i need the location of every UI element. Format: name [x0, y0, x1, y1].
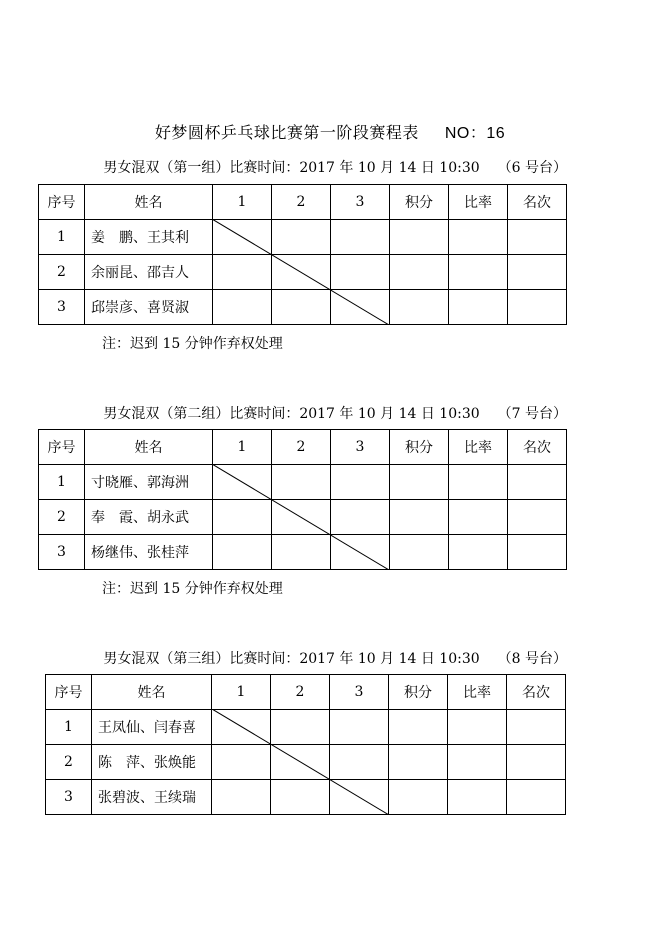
- score-cell: [272, 290, 331, 325]
- rank-cell: [507, 745, 566, 780]
- group-1-table-number: （6 号台）: [497, 160, 567, 176]
- page-title: [0, 120, 660, 143]
- group-2-time: 男女混双（第二组）比赛时间：2017 年 10 月 14 日 10:30: [103, 406, 480, 422]
- table-header-row: [39, 185, 567, 220]
- score-cell: [213, 465, 272, 500]
- score-cell: [330, 710, 389, 745]
- row-seq: 2: [39, 500, 85, 535]
- rank-cell: [508, 535, 567, 570]
- row-seq: 3: [39, 535, 85, 570]
- ratio-cell: [449, 500, 508, 535]
- points-cell: [389, 780, 448, 815]
- group-2-subtitle: [103, 403, 567, 423]
- header-seq: 序号: [46, 675, 92, 710]
- score-cell: [213, 255, 272, 290]
- points-cell: [389, 745, 448, 780]
- score-cell: [272, 220, 331, 255]
- rank-cell: [507, 710, 566, 745]
- points-cell: [390, 465, 449, 500]
- score-cell: [330, 780, 389, 815]
- header-match-1: 1: [212, 675, 271, 710]
- score-cell: [330, 745, 389, 780]
- header-match-3: 3: [330, 675, 389, 710]
- group-3-time: 男女混双（第三组）比赛时间：2017 年 10 月 14 日 10:30: [103, 651, 480, 667]
- points-cell: [390, 500, 449, 535]
- rank-cell: [508, 290, 567, 325]
- row-name: 王凤仙、闫春喜: [92, 710, 212, 745]
- score-cell: [331, 290, 390, 325]
- header-rank: 名次: [507, 675, 566, 710]
- points-cell: [390, 290, 449, 325]
- header-rank: 名次: [508, 430, 567, 465]
- ratio-cell: [449, 535, 508, 570]
- group-2-table-number: （7 号台）: [497, 406, 567, 422]
- score-cell: [272, 535, 331, 570]
- table-row: [39, 220, 567, 255]
- header-seq: 序号: [39, 185, 85, 220]
- row-seq: 2: [39, 255, 85, 290]
- ratio-cell: [448, 780, 507, 815]
- table-header-row: [46, 675, 566, 710]
- rank-cell: [508, 220, 567, 255]
- header-ratio: 比率: [448, 675, 507, 710]
- table-row: [46, 710, 566, 745]
- group-1-table: [38, 184, 567, 325]
- ratio-cell: [449, 255, 508, 290]
- table-row: [46, 780, 566, 815]
- header-match-2: 2: [272, 430, 331, 465]
- score-cell: [331, 500, 390, 535]
- group-3-table-number: （8 号台）: [497, 651, 567, 667]
- table-row: [39, 290, 567, 325]
- group-3-table: [45, 674, 566, 815]
- header-name: 姓名: [92, 675, 212, 710]
- table-row: [39, 255, 567, 290]
- score-cell: [213, 535, 272, 570]
- group-2-table: [38, 429, 567, 570]
- table-header-row: [39, 430, 567, 465]
- row-seq: 2: [46, 745, 92, 780]
- header-points: 积分: [390, 430, 449, 465]
- score-cell: [272, 255, 331, 290]
- score-cell: [331, 220, 390, 255]
- ratio-cell: [449, 290, 508, 325]
- row-seq: 3: [39, 290, 85, 325]
- ratio-cell: [449, 465, 508, 500]
- row-name: 张碧波、王续瑞: [92, 780, 212, 815]
- row-name: 奉 霞、胡永武: [85, 500, 213, 535]
- document-number: NO：16: [444, 125, 506, 142]
- row-seq: 1: [46, 710, 92, 745]
- header-ratio: 比率: [449, 430, 508, 465]
- header-ratio: 比率: [449, 185, 508, 220]
- points-cell: [389, 710, 448, 745]
- header-match-3: 3: [331, 185, 390, 220]
- group-3-subtitle: [103, 648, 567, 668]
- row-seq: 1: [39, 220, 85, 255]
- header-rank: 名次: [508, 185, 567, 220]
- score-cell: [272, 500, 331, 535]
- group-1-note: 注：迟到 15 分钟作弃权处理: [102, 336, 283, 352]
- table-row: [39, 465, 567, 500]
- group-2-note: 注：迟到 15 分钟作弃权处理: [102, 581, 283, 597]
- table-row: [39, 535, 567, 570]
- row-name: 陈 萍、张焕能: [92, 745, 212, 780]
- header-seq: 序号: [39, 430, 85, 465]
- header-match-3: 3: [331, 430, 390, 465]
- header-match-2: 2: [271, 675, 330, 710]
- score-cell: [213, 290, 272, 325]
- table-row: [46, 745, 566, 780]
- score-cell: [212, 710, 271, 745]
- table-row: [39, 500, 567, 535]
- points-cell: [390, 255, 449, 290]
- title-text: 好梦圆杯乒乓球比赛第一阶段赛程表: [154, 123, 419, 142]
- rank-cell: [507, 780, 566, 815]
- group-1-time: 男女混双（第一组）比赛时间：2017 年 10 月 14 日 10:30: [103, 160, 480, 176]
- row-name: 姜 鹏、王其利: [85, 220, 213, 255]
- score-cell: [331, 255, 390, 290]
- ratio-cell: [449, 220, 508, 255]
- score-cell: [272, 465, 331, 500]
- rank-cell: [508, 500, 567, 535]
- row-name: 杨继伟、张桂萍: [85, 535, 213, 570]
- header-match-2: 2: [272, 185, 331, 220]
- score-cell: [271, 745, 330, 780]
- rank-cell: [508, 255, 567, 290]
- row-seq: 3: [46, 780, 92, 815]
- score-cell: [213, 500, 272, 535]
- header-match-1: 1: [213, 185, 272, 220]
- score-cell: [213, 220, 272, 255]
- score-cell: [212, 780, 271, 815]
- row-name: 邱崇彦、喜贤淑: [85, 290, 213, 325]
- score-cell: [331, 535, 390, 570]
- ratio-cell: [448, 710, 507, 745]
- row-seq: 1: [39, 465, 85, 500]
- score-cell: [212, 745, 271, 780]
- points-cell: [390, 535, 449, 570]
- score-cell: [271, 710, 330, 745]
- header-points: 积分: [390, 185, 449, 220]
- score-cell: [271, 780, 330, 815]
- header-match-1: 1: [213, 430, 272, 465]
- ratio-cell: [448, 745, 507, 780]
- header-name: 姓名: [85, 430, 213, 465]
- group-1-subtitle: [103, 157, 567, 177]
- row-name: 余丽昆、邵吉人: [85, 255, 213, 290]
- points-cell: [390, 220, 449, 255]
- row-name: 寸晓雁、郭海洲: [85, 465, 213, 500]
- rank-cell: [508, 465, 567, 500]
- header-points: 积分: [389, 675, 448, 710]
- header-name: 姓名: [85, 185, 213, 220]
- score-cell: [331, 465, 390, 500]
